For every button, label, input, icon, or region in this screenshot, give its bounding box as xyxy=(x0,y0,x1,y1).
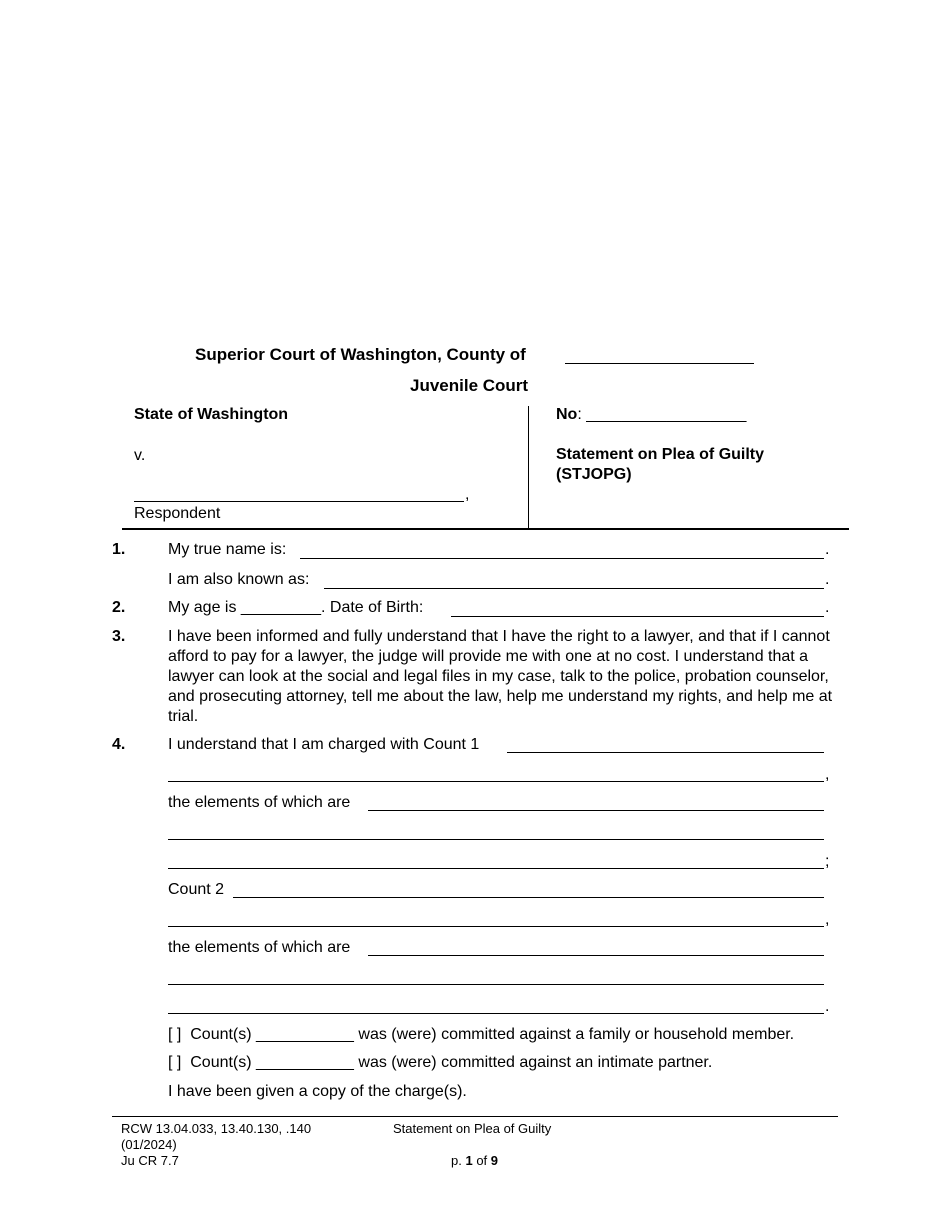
dob-field[interactable] xyxy=(451,616,824,617)
court-title: Superior Court of Washington, County of xyxy=(195,345,526,364)
item-number-2: 2. xyxy=(112,599,126,616)
plaintiff-name: State of Washington xyxy=(134,406,289,423)
respondent-comma: , xyxy=(465,486,470,503)
item-number-1: 1. xyxy=(112,541,126,558)
age-line: My age is _________. Date of Birth: xyxy=(168,599,424,616)
aka-period: . xyxy=(825,571,830,588)
age-field[interactable]: _________ xyxy=(240,599,322,616)
count2-elements-field-3[interactable] xyxy=(168,1013,824,1014)
count2-comma: , xyxy=(825,911,830,928)
count1-comma: , xyxy=(825,766,830,783)
true-name-field[interactable] xyxy=(300,558,824,559)
caption-divider xyxy=(528,406,529,529)
intimate-partner-counts-field[interactable]: ___________ xyxy=(256,1054,354,1071)
count1-field-cont[interactable] xyxy=(168,781,824,782)
count2-field-cont[interactable] xyxy=(168,926,824,927)
court-subtitle: Juvenile Court xyxy=(410,376,529,395)
count1-field[interactable] xyxy=(507,752,824,753)
count1-elements-field-2[interactable] xyxy=(168,839,824,840)
count1-label: I understand that I am charged with Count 1 xyxy=(168,736,480,753)
versus-label: v. xyxy=(134,447,146,464)
count1-elements-label: the elements of which are xyxy=(168,794,351,811)
aka-label: I am also known as: xyxy=(168,571,310,588)
item-number-4: 4. xyxy=(112,736,126,753)
count2-elements-field-2[interactable] xyxy=(168,984,824,985)
county-blank[interactable] xyxy=(565,363,754,364)
footer-rule xyxy=(112,1116,838,1117)
respondent-label: Respondent xyxy=(134,505,221,522)
footer-revision: (01/2024) xyxy=(121,1137,177,1152)
count2-period: . xyxy=(825,998,830,1015)
count2-elements-field[interactable] xyxy=(368,955,824,956)
aka-field[interactable] xyxy=(324,588,824,589)
family-member-line: [ ] Count(s) ___________ was (were) committed against a family or household member. xyxy=(168,1026,795,1043)
footer-page-number: p. 1 of 9 xyxy=(451,1153,499,1168)
caption-bottom-rule xyxy=(122,528,849,530)
count1-semicolon: ; xyxy=(825,853,830,870)
document-title: Statement on Plea of Guilty xyxy=(556,446,765,463)
footer-rule-cite: Ju CR 7.7 xyxy=(121,1153,179,1168)
true-name-label: My true name is: xyxy=(168,541,287,558)
dob-period: . xyxy=(825,599,830,616)
item-number-3: 3. xyxy=(112,628,126,645)
count2-elements-label: the elements of which are xyxy=(168,939,351,956)
family-member-checkbox[interactable]: [ ] xyxy=(168,1026,182,1043)
intimate-partner-line: [ ] Count(s) ___________ was (were) committed against an intimate partner. xyxy=(168,1054,713,1071)
respondent-name-blank[interactable] xyxy=(134,501,464,502)
document-code: (STJOPG) xyxy=(556,466,632,483)
count2-field[interactable] xyxy=(233,897,824,898)
count1-elements-field-3[interactable] xyxy=(168,868,824,869)
footer-title: Statement on Plea of Guilty xyxy=(393,1121,552,1136)
family-member-counts-field[interactable]: ___________ xyxy=(256,1026,354,1043)
charges-copy-text: I have been given a copy of the charge(s). xyxy=(168,1083,467,1100)
count2-label: Count 2 xyxy=(168,881,225,898)
footer-statute: RCW 13.04.033, 13.40.130, .140 xyxy=(121,1121,312,1136)
case-number[interactable]: No: __________________ xyxy=(556,406,747,423)
right-to-lawyer-text: I have been informed and fully understand that I have the right to a lawyer, and that if I cannot afford to pay for a lawyer, the judge will provide me with one at no cost. I understand that a lawyer can look at the social and legal files in my case, talk to the police, probation counselor, and prosecuting attorney, tell me about the law, help me understand my rights, and help me at trial. xyxy=(168,628,833,725)
intimate-partner-checkbox[interactable]: [ ] xyxy=(168,1054,182,1071)
count1-elements-field[interactable] xyxy=(368,810,824,811)
true-name-period: . xyxy=(825,541,830,558)
